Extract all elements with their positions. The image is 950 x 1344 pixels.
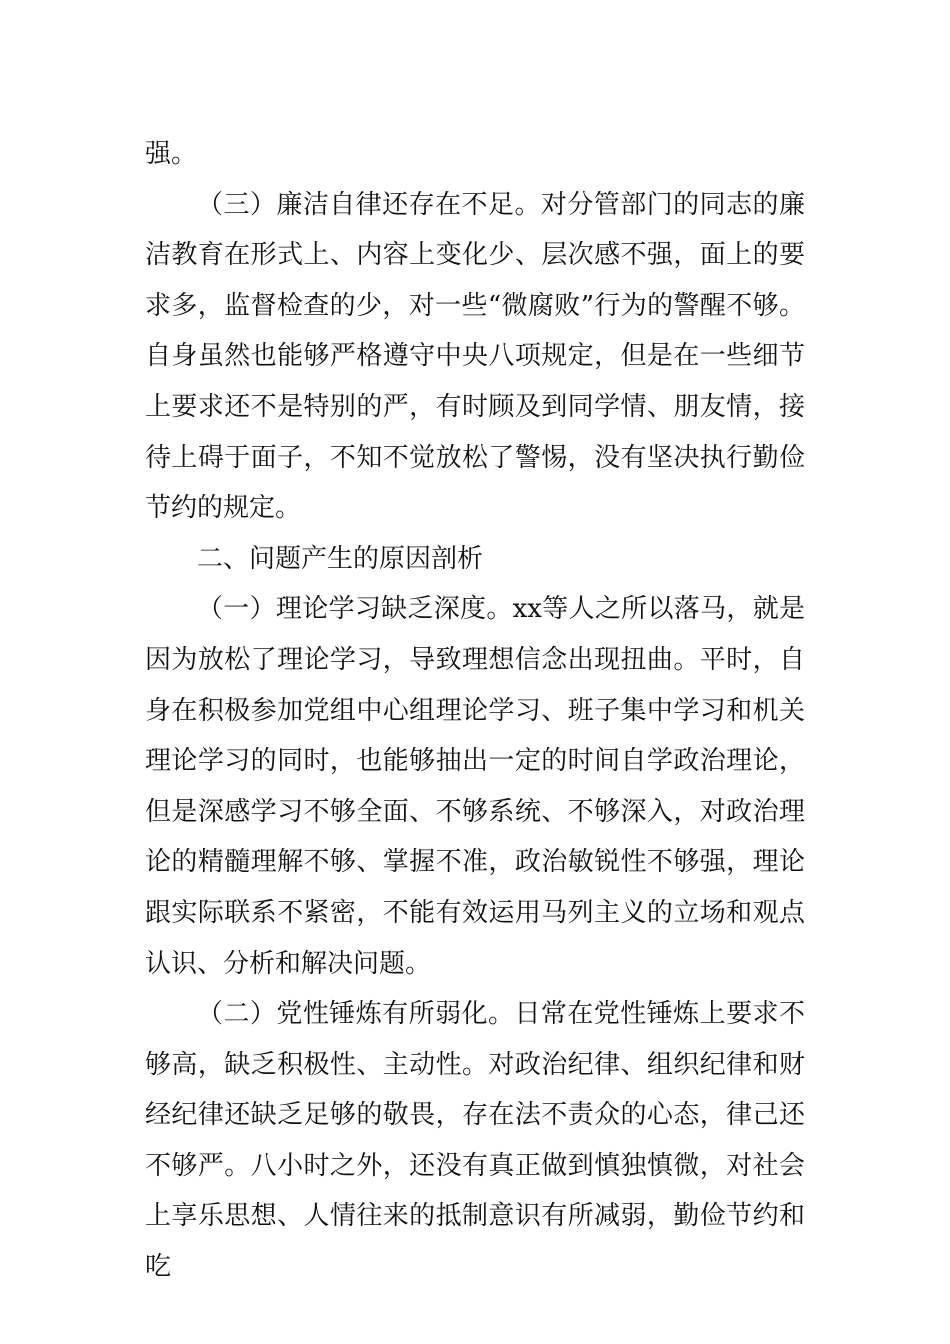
paragraph-integrity-shortcomings: （三）廉洁自律还存在不足。对分管部门的同志的廉洁教育在形式上、内容上变化少、层次感不强，面上的要求多，监督检查的少，对一些“微腐败”行为的警醒不够。自身虽然也能够严格遵守中央八项规定，但是在一些细节上要求还不是特别的严，有时顾及到同学情、朋友情，接待上碍于面子，不知不觉放松了警惕，没有坚决执行勤俭节约的规定。: [145, 189, 805, 524]
paragraph-party-spirit: （二）党性锤炼有所弱化。日常在党性锤炼上要求不够高，缺乏积极性、主动性。对政治纪律、组织纪律和财经纪律还缺乏足够的敬畏，存在法不责众的心态，律己还不够严。八小时之外，还没有真正做到慎独慎微，对社会上享乐思想、人情往来的抵制意识有所减弱，勤俭节约和吃: [145, 999, 805, 1283]
paragraph-continuation: 强。: [145, 139, 198, 169]
section-heading-cause-analysis: 二、问题产生的原因剖析: [197, 543, 484, 574]
document-body: [145, 129, 805, 1293]
paragraph-theory-study: （一）理论学习缺乏深度。xx等人之所以落马，就是因为放松了理论学习，导致理想信念出现扭曲。平时，自身在积极参加党组中心组理论学习、班子集中学习和机关理论学习的同时，也能够抽出一定的时间自学政治理论，但是深感学习不够全面、不够系统、不够深入，对政治理论的精髓理解不够、掌握不准，政治敏锐性不够强，理论跟实际联系不紧密，不能有效运用马列主义的立场和观点认识、分析和解决问题。: [145, 594, 805, 979]
